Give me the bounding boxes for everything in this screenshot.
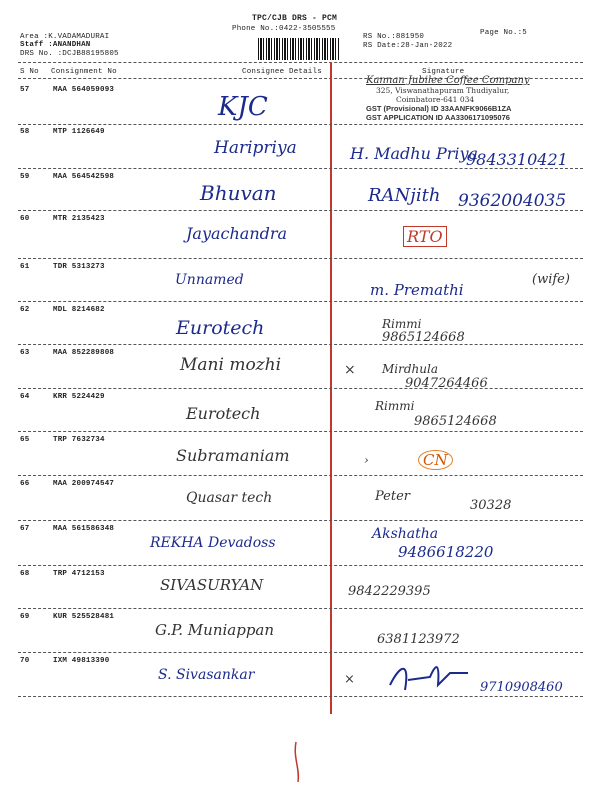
row-sno: 70 — [20, 657, 30, 665]
row-consignee: KJC — [218, 92, 268, 122]
row-signature: Rimmi — [382, 317, 422, 331]
row-consignee: Haripriya — [214, 138, 297, 158]
row-consignee: REKHA Devadoss — [150, 535, 276, 551]
row-divider — [18, 210, 583, 211]
stamp-gst-app: GST APPLICATION ID AA3306171095076 — [366, 113, 510, 122]
row-phone: 9362004035 — [458, 191, 567, 211]
row-sno: 66 — [20, 480, 30, 488]
row-divider — [18, 301, 583, 302]
row-sno: 63 — [20, 349, 30, 357]
company-stamp — [366, 75, 576, 122]
row-consignment: TDR 5313273 — [53, 263, 105, 271]
row-sno: 57 — [20, 86, 30, 94]
row-consignment: MAA 564059093 — [53, 86, 115, 94]
delivery-mark: × — [344, 362, 356, 378]
row-consignment: MAA 852289808 — [53, 349, 115, 357]
row-phone: 9843310421 — [466, 150, 568, 169]
row-signature: Rimmi — [375, 399, 415, 413]
row-sno: 60 — [20, 215, 30, 223]
row-signature: Akshatha — [372, 526, 439, 542]
row-divider — [18, 344, 583, 345]
row-consignee: G.P. Muniappan — [155, 621, 275, 639]
row-divider — [18, 388, 583, 389]
row-sno: 61 — [20, 263, 30, 271]
row-consignment: MAA 200974547 — [53, 480, 115, 488]
row-consignment: MTR 2135423 — [53, 215, 105, 223]
row-consignment: TRP 4712153 — [53, 570, 105, 578]
row-signature: CN — [418, 450, 453, 470]
row-signature: m. Premathi — [370, 281, 464, 299]
row-sno: 67 — [20, 525, 30, 533]
row-divider — [18, 431, 583, 432]
col-signature: Signature — [422, 68, 465, 76]
row-consignment: MDL 8214682 — [53, 306, 105, 314]
row-relation: (wife) — [532, 272, 570, 287]
row-divider — [18, 520, 583, 521]
row-consignment: MAA 561586348 — [53, 525, 115, 533]
row-consignee: Eurotech — [176, 317, 265, 339]
row-phone: 9047264466 — [405, 376, 488, 391]
row-phone: 9865124668 — [414, 414, 497, 429]
row-consignment: MAA 564542598 — [53, 173, 115, 181]
row-consignee: Bhuvan — [200, 181, 277, 205]
row-consignment: TRP 7632734 — [53, 436, 105, 444]
stamp-gst-id: GST (Provisional) ID 33AANFK9066B1ZA — [366, 104, 512, 113]
page-number: Page No.:5 — [480, 29, 528, 37]
row-divider — [18, 696, 583, 697]
row-divider — [18, 475, 583, 476]
row-sno: 64 — [20, 393, 30, 401]
row-signature: H. Madhu Priya — [350, 144, 479, 163]
header-divider — [18, 62, 583, 63]
stamp-city: Coimbatore-641 034 — [396, 95, 475, 104]
document-title: TPC/CJB DRS - PCM — [252, 14, 338, 23]
row-sno: 65 — [20, 436, 30, 444]
row-consignee: S. Sivasankar — [158, 667, 255, 683]
row-consignee: Unnamed — [175, 272, 244, 288]
row-divider — [18, 565, 583, 566]
row-phone: 6381123972 — [377, 632, 460, 647]
row-consignment: MTP 1126649 — [53, 128, 105, 136]
barcode — [258, 38, 340, 60]
row-signature: RANjith — [368, 185, 441, 206]
row-phone: 9486618220 — [398, 543, 494, 561]
row-consignee: Mani mozhi — [180, 355, 282, 375]
row-sno: 59 — [20, 173, 30, 181]
col-consignment: Consignment No — [51, 68, 117, 76]
stamp-company: Kannan Jubilee Coffee Company — [366, 75, 530, 86]
row-divider — [18, 652, 583, 653]
row-divider — [18, 258, 583, 259]
signature-scribble — [380, 655, 480, 697]
rs-date: RS Date:28-Jan-2022 — [363, 42, 453, 50]
row-consignment: KUR 525528481 — [53, 613, 115, 621]
margin-mark — [288, 738, 308, 786]
row-divider — [18, 168, 583, 169]
row-sno: 62 — [20, 306, 30, 314]
delivery-mark: × — [344, 672, 355, 687]
delivery-mark: › — [364, 453, 369, 467]
rs-number: RS No.:881950 — [363, 33, 425, 41]
area: Area :K.VADAMADURAI — [20, 33, 110, 41]
row-phone: 9865124668 — [382, 330, 465, 345]
staff: Staff :ANANDHAN — [20, 41, 91, 49]
row-divider — [18, 608, 583, 609]
row-consignment: KRR 5224429 — [53, 393, 105, 401]
row-sno: 69 — [20, 613, 30, 621]
row-signature: Mirdhula — [382, 362, 438, 376]
row-divider — [18, 124, 583, 125]
stamp-address: 325, Viswanathapuram Thudiyalur, — [376, 86, 510, 95]
row-phone: 9710908460 — [480, 680, 563, 695]
row-phone: 30328 — [470, 498, 512, 513]
row-signature: RTO — [403, 226, 447, 247]
row-sno: 58 — [20, 128, 30, 136]
row-consignee: Quasar tech — [186, 490, 273, 506]
col-consignee: Consignee Details — [242, 68, 322, 76]
col-sno: S No — [20, 68, 39, 76]
row-consignee: Eurotech — [186, 404, 261, 423]
row-signature: Peter — [375, 489, 410, 504]
row-consignee: Subramaniam — [176, 446, 290, 465]
row-consignee: SIVASURYAN — [160, 576, 264, 594]
drs-number: DRS No. :DCJB88195805 — [20, 50, 119, 58]
row-phone: 9842229395 — [348, 584, 431, 599]
row-consignee: Jayachandra — [186, 224, 288, 243]
row-consignment: IXM 49813390 — [53, 657, 110, 665]
phone-number: Phone No.:0422-3505555 — [232, 25, 336, 33]
row-sno: 68 — [20, 570, 30, 578]
